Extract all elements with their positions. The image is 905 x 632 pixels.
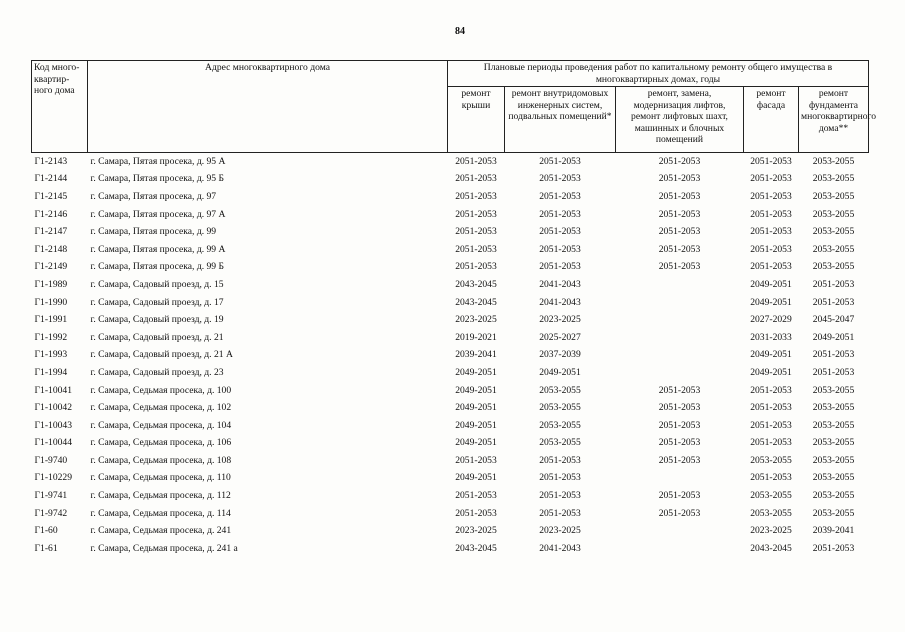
- table-row: [32, 188, 869, 206]
- cell-code: Г1-10044: [34, 437, 73, 449]
- cell-internal: 2051-2053: [539, 472, 581, 484]
- cell-code: Г1-61: [34, 542, 58, 554]
- cell-facade: 2031-2033: [750, 331, 792, 343]
- cell-address: г. Самара, Пятая просека, д. 95 Б: [90, 173, 224, 185]
- cell-roof: 2051-2053: [455, 454, 497, 466]
- cell-foundation: 2053-2055: [812, 384, 855, 396]
- cell-facade: 2049-2051: [750, 349, 792, 361]
- cell-elevators: 2051-2053: [658, 243, 701, 255]
- cell-internal: 2053-2055: [539, 384, 581, 396]
- cell-foundation: 2053-2055: [812, 507, 855, 519]
- cell-code: Г1-1991: [34, 314, 68, 326]
- cell-foundation: 2053-2055: [812, 419, 855, 431]
- cell-code: Г1-2148: [34, 243, 68, 255]
- table-row: [32, 417, 869, 435]
- cell-code: Г1-1990: [34, 296, 68, 308]
- cell-elevators: 2051-2053: [658, 190, 701, 202]
- table-row: [32, 223, 869, 241]
- cell-code: Г1-2145: [34, 190, 68, 202]
- cell-roof: 2049-2051: [455, 437, 497, 449]
- header-roof: ремонт крыши: [448, 87, 505, 153]
- table-row: [32, 452, 869, 470]
- cell-address: г. Самара, Седьмая просека, д. 241 а: [90, 542, 238, 554]
- table-row: [32, 364, 869, 382]
- cell-code: Г1-9741: [34, 490, 68, 502]
- header-address: Адрес многоквартирного дома: [88, 61, 448, 153]
- cell-foundation: 2053-2055: [812, 454, 855, 466]
- cell-roof: 2043-2045: [455, 542, 497, 554]
- table-header: [32, 61, 877, 153]
- cell-roof: 2049-2051: [455, 419, 497, 431]
- cell-internal: 2051-2053: [539, 243, 581, 255]
- cell-address: г. Самара, Седьмая просека, д. 102: [90, 402, 232, 414]
- cell-facade: 2051-2053: [750, 155, 792, 167]
- cell-elevators: [616, 276, 744, 294]
- cell-roof: 2049-2051: [455, 366, 497, 378]
- cell-address: г. Самара, Садовый проезд, д. 21 А: [90, 349, 233, 361]
- cell-internal: 2053-2055: [539, 437, 581, 449]
- cell-internal: 2051-2053: [539, 226, 581, 238]
- cell-code: Г1-1993: [34, 349, 68, 361]
- cell-foundation: 2053-2055: [812, 437, 855, 449]
- cell-address: г. Самара, Пятая просека, д. 99 Б: [90, 261, 224, 273]
- cell-foundation: 2051-2053: [812, 366, 855, 378]
- header-periods-group: Плановые периоды проведения работ по капитальному ремонту общего имущества в многоквартирных домах, годы: [448, 61, 869, 87]
- cell-elevators: 2051-2053: [658, 173, 701, 185]
- cell-code: Г1-2146: [34, 208, 68, 220]
- cell-roof: 2051-2053: [455, 243, 497, 255]
- cell-internal: 2051-2053: [539, 261, 581, 273]
- header-elevators: ремонт, замена, модернизация лифтов, ремонт лифтовых шахт, машинных и блочных помещений: [616, 87, 744, 153]
- cell-facade: 2051-2053: [750, 384, 792, 396]
- cell-code: Г1-1992: [34, 331, 68, 343]
- table-row: [32, 435, 869, 453]
- cell-elevators: 2051-2053: [658, 384, 701, 396]
- cell-code: Г1-10042: [34, 402, 73, 414]
- cell-elevators: 2051-2053: [658, 490, 701, 502]
- cell-internal: 2051-2053: [539, 155, 581, 167]
- table-row: [32, 171, 869, 189]
- table-row: [32, 347, 869, 365]
- cell-address: г. Самара, Пятая просека, д. 95 А: [90, 155, 226, 167]
- cell-elevators: [616, 311, 744, 329]
- cell-internal: 2053-2055: [539, 419, 581, 431]
- cell-address: г. Самара, Пятая просека, д. 99 А: [90, 243, 226, 255]
- cell-roof: 2049-2051: [455, 472, 497, 484]
- cell-facade: 2051-2053: [750, 173, 792, 185]
- header-facade: ремонт фасада: [744, 87, 799, 153]
- cell-facade: 2043-2045: [750, 542, 792, 554]
- cell-address: г. Самара, Садовый проезд, д. 19: [90, 314, 224, 326]
- cell-address: г. Самара, Пятая просека, д. 97: [90, 190, 217, 202]
- cell-address: г. Самара, Пятая просека, д. 97 А: [90, 208, 226, 220]
- cell-foundation: 2053-2055: [812, 243, 855, 255]
- cell-foundation: 2053-2055: [812, 402, 855, 414]
- cell-roof: 2051-2053: [455, 155, 497, 167]
- cell-facade: 2051-2053: [750, 226, 792, 238]
- cell-code: Г1-1994: [34, 366, 68, 378]
- cell-facade: 2023-2025: [750, 525, 792, 537]
- header-foundation: ремонт фундамента многоквартирного дома**: [799, 87, 869, 153]
- cell-elevators: [616, 294, 744, 312]
- table-row: [32, 276, 869, 294]
- cell-facade: 2049-2051: [750, 366, 792, 378]
- cell-address: г. Самара, Седьмая просека, д. 241: [90, 525, 232, 537]
- cell-foundation: 2051-2053: [812, 542, 855, 554]
- cell-roof: 2051-2053: [455, 173, 497, 185]
- cell-roof: 2023-2025: [455, 314, 497, 326]
- cell-internal: 2051-2053: [539, 454, 581, 466]
- cell-elevators: 2051-2053: [658, 226, 701, 238]
- table-row: [32, 329, 869, 347]
- cell-roof: 2039-2041: [455, 349, 497, 361]
- table-body: [32, 153, 869, 558]
- cell-elevators: [616, 522, 744, 540]
- cell-address: г. Самара, Седьмая просека, д. 100: [90, 384, 232, 396]
- header-internal-systems: ремонт внутридомовых инженерных систем, подвальных помещений*: [505, 87, 616, 153]
- cell-code: Г1-2144: [34, 173, 68, 185]
- table-row: [32, 206, 869, 224]
- cell-internal: 2023-2025: [539, 525, 581, 537]
- cell-internal: 2041-2043: [539, 296, 581, 308]
- table-row: [32, 487, 869, 505]
- cell-internal: 2051-2053: [539, 208, 581, 220]
- cell-internal: 2025-2027: [539, 331, 581, 343]
- cell-address: г. Самара, Садовый проезд, д. 15: [90, 278, 224, 290]
- cell-code: Г1-10229: [34, 472, 73, 484]
- cell-facade: 2049-2051: [750, 296, 792, 308]
- cell-address: г. Самара, Садовый проезд, д. 23: [90, 366, 224, 378]
- table-row: [32, 311, 869, 329]
- cell-facade: 2053-2055: [750, 454, 792, 466]
- cell-foundation: 2049-2051: [812, 331, 855, 343]
- cell-roof: 2051-2053: [455, 261, 497, 273]
- cell-facade: 2049-2051: [750, 278, 792, 290]
- cell-code: Г1-9740: [34, 454, 68, 466]
- cell-code: Г1-60: [34, 525, 58, 537]
- cell-address: г. Самара, Седьмая просека, д. 110: [90, 472, 231, 484]
- cell-facade: 2051-2053: [750, 208, 792, 220]
- cell-facade: 2051-2053: [750, 472, 792, 484]
- cell-foundation: 2053-2055: [812, 208, 855, 220]
- table-row: [32, 241, 869, 259]
- cell-elevators: [616, 540, 744, 558]
- cell-address: г. Самара, Пятая просека, д. 99: [90, 226, 217, 238]
- cell-roof: 2049-2051: [455, 402, 497, 414]
- header-code: Код много-квартир-ного дома: [32, 61, 88, 153]
- cell-elevators: 2051-2053: [658, 454, 701, 466]
- table-row: [32, 470, 869, 488]
- cell-roof: 2049-2051: [455, 384, 497, 396]
- cell-internal: 2051-2053: [539, 190, 581, 202]
- cell-foundation: 2039-2041: [812, 525, 855, 537]
- table-row: [32, 522, 869, 540]
- table-row: [32, 505, 869, 523]
- cell-internal: 2051-2053: [539, 507, 581, 519]
- cell-address: г. Самара, Седьмая просека, д. 108: [90, 454, 232, 466]
- cell-roof: 2051-2053: [455, 490, 497, 502]
- cell-elevators: [616, 347, 744, 365]
- cell-internal: 2051-2053: [539, 490, 581, 502]
- cell-roof: 2051-2053: [455, 226, 497, 238]
- page-number: 84: [455, 26, 465, 37]
- capital-repair-table: [31, 60, 877, 558]
- cell-elevators: 2051-2053: [658, 261, 701, 273]
- cell-code: Г1-2143: [34, 155, 68, 167]
- cell-foundation: 2045-2047: [812, 314, 855, 326]
- cell-code: Г1-10041: [34, 384, 73, 396]
- table-row: [32, 399, 869, 417]
- cell-facade: 2053-2055: [750, 507, 792, 519]
- cell-foundation: 2053-2055: [812, 490, 855, 502]
- cell-foundation: 2053-2055: [812, 190, 855, 202]
- cell-elevators: 2051-2053: [658, 437, 701, 449]
- table-row: [32, 153, 869, 171]
- cell-internal: 2053-2055: [539, 402, 581, 414]
- cell-facade: 2051-2053: [750, 261, 792, 273]
- cell-facade: 2051-2053: [750, 437, 792, 449]
- table-row: [32, 259, 869, 277]
- cell-elevators: [616, 470, 744, 488]
- cell-roof: 2043-2045: [455, 278, 497, 290]
- cell-foundation: 2053-2055: [812, 261, 855, 273]
- cell-facade: 2051-2053: [750, 243, 792, 255]
- cell-facade: 2027-2029: [750, 314, 792, 326]
- cell-roof: 2051-2053: [455, 208, 497, 220]
- cell-roof: 2051-2053: [455, 190, 497, 202]
- cell-foundation: 2051-2053: [812, 296, 855, 308]
- cell-elevators: [616, 364, 744, 382]
- cell-internal: 2051-2053: [539, 173, 581, 185]
- cell-internal: 2041-2043: [539, 542, 581, 554]
- cell-roof: 2051-2053: [455, 507, 497, 519]
- cell-foundation: 2051-2053: [812, 349, 855, 361]
- cell-foundation: 2053-2055: [812, 226, 855, 238]
- cell-foundation: 2053-2055: [812, 155, 855, 167]
- table-row: [32, 382, 869, 400]
- cell-elevators: 2051-2053: [658, 208, 701, 220]
- cell-elevators: [616, 329, 744, 347]
- cell-code: Г1-2149: [34, 261, 68, 273]
- cell-code: Г1-10043: [34, 419, 73, 431]
- cell-internal: 2041-2043: [539, 278, 581, 290]
- cell-foundation: 2053-2055: [812, 173, 855, 185]
- table-row: [32, 540, 869, 558]
- cell-code: Г1-1989: [34, 278, 68, 290]
- cell-elevators: 2051-2053: [658, 419, 701, 431]
- cell-elevators: 2051-2053: [658, 507, 701, 519]
- cell-roof: 2019-2021: [455, 331, 497, 343]
- cell-internal: 2023-2025: [539, 314, 581, 326]
- cell-address: г. Самара, Седьмая просека, д. 106: [90, 437, 232, 449]
- cell-foundation: 2051-2053: [812, 278, 855, 290]
- table-row: [32, 294, 869, 312]
- cell-code: Г1-9742: [34, 507, 68, 519]
- cell-roof: 2023-2025: [455, 525, 497, 537]
- cell-facade: 2051-2053: [750, 190, 792, 202]
- cell-internal: 2049-2051: [539, 366, 581, 378]
- cell-elevators: 2051-2053: [658, 155, 701, 167]
- cell-elevators: 2051-2053: [658, 402, 701, 414]
- cell-facade: 2051-2053: [750, 402, 792, 414]
- cell-foundation: 2053-2055: [812, 472, 855, 484]
- cell-address: г. Самара, Садовый проезд, д. 17: [90, 296, 224, 308]
- cell-address: г. Самара, Седьмая просека, д. 112: [90, 490, 231, 502]
- cell-address: г. Самара, Седьмая просека, д. 104: [90, 419, 232, 431]
- cell-facade: 2051-2053: [750, 419, 792, 431]
- cell-internal: 2037-2039: [539, 349, 581, 361]
- cell-address: г. Самара, Садовый проезд, д. 21: [90, 331, 224, 343]
- cell-address: г. Самара, Седьмая просека, д. 114: [90, 507, 231, 519]
- cell-facade: 2053-2055: [750, 490, 792, 502]
- cell-code: Г1-2147: [34, 226, 68, 238]
- cell-roof: 2043-2045: [455, 296, 497, 308]
